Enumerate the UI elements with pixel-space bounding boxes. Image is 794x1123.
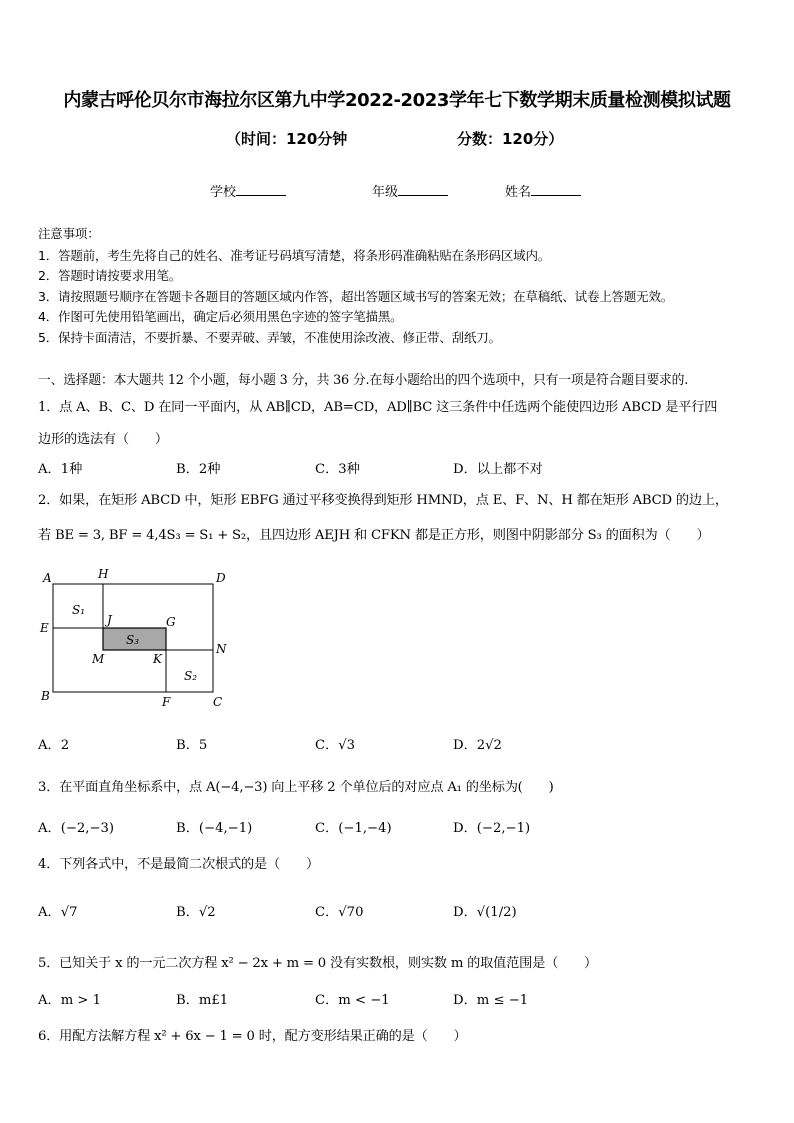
q5-option-d[interactable]: D．m ≤ −1 xyxy=(453,993,529,1008)
school-field[interactable] xyxy=(210,181,286,200)
q4-option-c[interactable]: C．√70 xyxy=(315,905,364,920)
note-item: 1．答题前，考生先将自己的姓名、准考证号码填写清楚，将条形码准确粘贴在条形码区域内。 xyxy=(38,248,551,263)
label-j: J xyxy=(107,613,112,627)
grade-field[interactable] xyxy=(372,181,448,200)
q2-option-b[interactable]: B．5 xyxy=(176,738,208,753)
q2-option-c[interactable]: C．√3 xyxy=(315,738,356,753)
label-b: B xyxy=(41,689,50,703)
label-g: G xyxy=(166,615,176,629)
q2-option-d[interactable]: D．2√2 xyxy=(453,738,502,753)
label-s2: S₂ xyxy=(184,669,198,683)
label-f: F xyxy=(162,695,171,708)
q3-option-a[interactable]: A．(−2,−3) xyxy=(38,821,115,836)
q5-stem: 5．已知关于 x 的一元二次方程 x² − 2x + m = 0 没有实数根，则实数 m 的取值范围是（ ） xyxy=(38,956,598,971)
q2-option-a[interactable]: A．2 xyxy=(38,738,70,753)
label-h: H xyxy=(98,568,109,581)
rectangle-diagram xyxy=(36,568,236,708)
q1-option-d[interactable]: D．以上都不对 xyxy=(453,462,543,477)
label-s3: S₃ xyxy=(126,633,140,647)
q4-option-a[interactable]: A．√7 xyxy=(38,905,78,920)
q6-stem: 6．用配方法解方程 x² + 6x − 1 = 0 时，配方变形结果正确的是（ ） xyxy=(38,1029,467,1044)
grade-label: 年级 xyxy=(372,185,399,200)
label-c: C xyxy=(213,695,223,708)
note-item: 4．作图可先使用铅笔画出，确定后必须用黑色字迹的签字笔描黑。 xyxy=(38,309,403,324)
q3-stem: 3．在平面直角坐标系中，点 A(−4,−3) 向上平移 2 个单位后的对应点 A₁ 的坐标为( ) xyxy=(38,780,554,795)
school-label: 学校 xyxy=(210,185,237,200)
name-blank[interactable] xyxy=(531,183,581,196)
note-item: 2．答题时请按要求用笔。 xyxy=(38,268,182,283)
q5-option-b[interactable]: B．m£1 xyxy=(176,993,229,1008)
q1-option-b[interactable]: B．2种 xyxy=(176,462,221,477)
q2-stem-line2: 若 BE = 3, BF = 4,4S₃ = S₁ + S₂，且四边形 AEJH 和 CFKN 都是正方形，则图中阴影部分 S₃ 的面积为（ ） xyxy=(38,528,710,543)
q5-option-a[interactable]: A．m > 1 xyxy=(38,993,102,1008)
q4-stem: 4．下列各式中，不是最简二次根式的是（ ） xyxy=(38,857,319,872)
label-e: E xyxy=(40,621,49,635)
grade-blank[interactable] xyxy=(398,183,448,196)
exam-time: （时间：120分钟 xyxy=(226,130,348,148)
label-k: K xyxy=(153,652,162,666)
label-d: D xyxy=(216,571,226,585)
name-field[interactable] xyxy=(505,181,581,200)
section-heading: 一、选择题：本大题共 12 个小题，每小题 3 分，共 36 分.在每小题给出的四个选项中，只有一项是符合题目要求的. xyxy=(38,373,689,388)
label-m: M xyxy=(92,652,105,666)
school-blank[interactable] xyxy=(236,183,286,196)
note-item: 3．请按照题号顺序在答题卡各题目的答题区域内作答，超出答题区域书写的答案无效；在草稿纸、试卷上答题无效。 xyxy=(38,289,674,304)
label-s1: S₁ xyxy=(72,603,86,617)
q1-option-a[interactable]: A．1种 xyxy=(38,462,83,477)
exam-score: 分数：120分） xyxy=(457,130,564,148)
note-item: 5．保持卡面清洁，不要折暴、不要弄破、弄皱，不准使用涂改液、修正带、刮纸刀。 xyxy=(38,330,501,345)
name-label: 姓名 xyxy=(505,185,532,200)
label-n: N xyxy=(216,642,227,656)
q2-stem-line1: 2．如果，在矩形 ABCD 中，矩形 EBFG 通过平移变换得到矩形 HMND，点 E、F、N、H 都在矩形 ABCD 的边上， xyxy=(38,493,728,508)
q3-option-b[interactable]: B．(−4,−1) xyxy=(176,821,253,836)
q1-stem-line1: 1．点 A、B、C、D 在同一平面内，从 AB∥CD，AB=CD，AD∥BC 这三条件中任选两个能使四边形 ABCD 是平行四 xyxy=(38,400,718,415)
q3-option-d[interactable]: D．(−2,−1) xyxy=(453,821,531,836)
q4-option-d[interactable]: D．√(1/2) xyxy=(453,905,517,920)
notes-heading: 注意事项： xyxy=(38,226,100,241)
q1-stem-line2: 边形的选法有（ ） xyxy=(38,432,168,447)
q4-option-b[interactable]: B．√2 xyxy=(176,905,216,920)
label-a: A xyxy=(43,571,52,585)
q1-option-c[interactable]: C．3种 xyxy=(315,462,360,477)
exam-title: 内蒙古呼伦贝尔市海拉尔区第九中学2022-2023学年七下数学期末质量检测模拟试题 xyxy=(63,90,731,111)
q3-option-c[interactable]: C．(−1,−4) xyxy=(315,821,392,836)
q5-option-c[interactable]: C．m < −1 xyxy=(315,993,390,1008)
